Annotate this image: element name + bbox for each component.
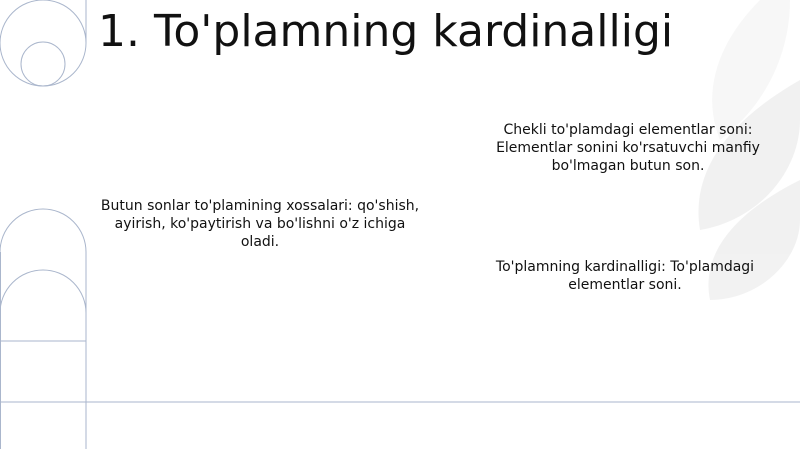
text-block-finite-set: Chekli to'plamdagi elementlar soni: Elementlar sonini ko'rsatuvchi manfiy bo'lmagan butun son. bbox=[496, 122, 760, 174]
text-block-cardinality: To'plamning kardinalligi: To'plamdagi elementlar soni. bbox=[495, 259, 755, 293]
slide-title: 1. To'plamning kardinalligi bbox=[98, 6, 674, 57]
text-block-integer-properties: Butun sonlar to'plamining xossalari: qo'shish, ayirish, ko'paytirish va bo'lishni o'z ichiga oladi. bbox=[100, 198, 420, 250]
